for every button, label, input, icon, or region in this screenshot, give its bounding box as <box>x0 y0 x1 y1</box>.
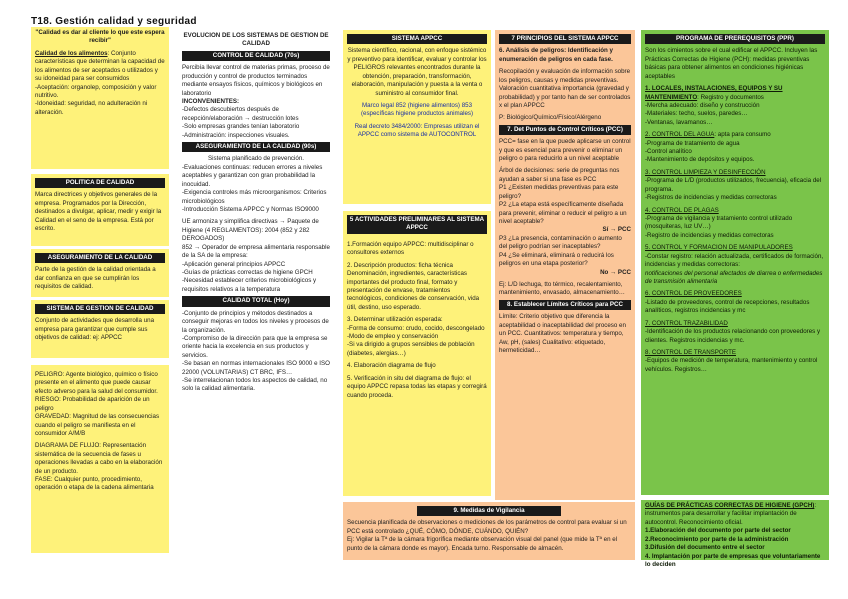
prereq-section-title: 1. LOCALES, INSTALACIONES, EQUIPOS Y SU MANTENIMIENTO: Registro y documentos <box>645 85 783 101</box>
suitability-note: -Idoneidad: seguridad, no adulteración ni alteración. <box>35 100 148 116</box>
decision-answer: No → PCC <box>600 268 631 276</box>
gpch-card <box>641 500 829 568</box>
critical-limits-text: Límite: Criterio objetivo que diferencia la aceptabilidad o inaceptabilidad del proceso en un PCC. Cuantitativos: temperatura y tiempo, Aw, pH, (sales) Cualitativo: etiquetado, hermeticidad… <box>499 313 626 354</box>
prereq-section-title: 4. CONTROL DE PLAGAS <box>645 206 719 214</box>
preliminary-activities-card <box>343 211 491 496</box>
pcc-heading: 7. Det Puntos de Control Críticos (PCC) <box>499 125 631 135</box>
quality-system-text: Conjunto de actividades que desarrolla una empresa para garantizar que cumple sus objetivos de calidad: ej: APPCC <box>35 317 155 342</box>
drawback-item: -Solo empresas grandes tenían laboratorio <box>182 123 300 131</box>
prereq-section-title: 7. CONTROL TRAZABILIDAD <box>645 319 728 327</box>
total-quality-item: -Se interrelacionan todos los aspectos de calidad, no solo la calidad alimentaria. <box>182 377 328 393</box>
quality-policy-card <box>31 174 169 246</box>
quality-assurance-text: Parte de la gestión de la calidad orientada a dar confianza en que se cumplirán los requisitos de calidad. <box>35 266 156 291</box>
vigilance-heading: 9. Medidas de Vigilancia <box>417 506 561 516</box>
preliminary-step: 5. Verificación in situ del diagrama de flujo: el equipo APPCC repasa todas las etapas y corregirá cuando proceda. <box>347 374 487 399</box>
prereq-section-title: 8. CONTROL DE TRANSPORTE <box>645 348 736 356</box>
hazard-types: P: Biológico/Químico/Físico/Alérgeno <box>499 114 602 122</box>
ue-item: -Guías de prácticas correctas de higiene GPCH <box>182 268 313 276</box>
preliminary-step: 4. Elaboración diagrama de flujo <box>347 362 436 370</box>
phase-definition: FASE: Cualquier punto, procedimiento, operación o etapa de la cadena alimentaria <box>35 476 154 492</box>
prereq-item: -Control analítico <box>645 148 692 156</box>
definitions-card <box>31 365 169 553</box>
principle-6-title: 6. Análisis de peligros: Identificación y enumeración de peligros en cada fase. <box>499 47 613 63</box>
quality-control-text: Percibía llevar control de materias primas, proceso de producción y control de productos terminados mediante ensayos físicos, químicos y biológicos en laboratorio <box>182 64 330 97</box>
critical-limits-heading: 8. Establecer Límites Críticos para PCC <box>499 300 631 310</box>
quality-system-card <box>31 300 169 358</box>
prereq-item: -Programa de tratamiento de agua <box>645 139 740 147</box>
drawbacks-label: INCONVENIENTES: <box>182 97 240 105</box>
decision-question: P2 ¿La etapa está específicamente diseñada para prevenir, eliminar o reducir el peligro a un nivel aceptable? <box>499 201 627 226</box>
prereq-section-title: 3. CONTROL LIMPIEZA Y DESINFECCIÓN <box>645 168 766 176</box>
usage-item: -Modo de empleo y conservación <box>347 333 439 341</box>
prerequisites-intro: Son los cimientos sobre el cual edificar el APPCC. Incluyen las Prácticas Correctas de Higiene (PCH): medidas preventivas básicas para obtener alimentos en condiciones higiénicas aceptables <box>645 47 818 80</box>
total-quality-item: -Compromiso de la dirección para que la empresa se oriente hacia la excelencia en sus productos y servicios. <box>182 334 328 359</box>
decision-answer: Sí → PCC <box>602 226 631 234</box>
assurance-item: -Evaluaciones continuas: reducen errores a niveles aceptables y garantizan con gran probabilidad la inocuidad. <box>182 163 323 188</box>
appcc-heading: SISTEMA APPCC <box>347 34 487 44</box>
gpch-step: 2.Reconocimiento por parte de la administración <box>645 535 789 543</box>
prereq-item: -Mercha adecuado: diseño y construcción <box>645 101 760 109</box>
ue-item: -Necesidad establecer criterios microbiológicos y requisitos relativos a la temperatura <box>182 277 317 293</box>
preliminary-step: 2. Descripción productos: ficha técnica Denominación, ingredientes, características importantes del producto final, formato y presentación de envase, tratamientos tecnológicos, condiciones de conservación, vida útil, destino, uso esperado. <box>347 261 480 311</box>
assurance-90s-heading: ASEGURAMIENTO DE LA CALIDAD (90s) <box>182 142 330 152</box>
food-quality-definition: Calidad de los alimentos: Conjunto características que determinan la capacidad de los alimentos de ser aceptados o utilizados y su idoneidad para ser consumidos <box>35 49 165 83</box>
prereq-item: -Ventanas, lavamanos… <box>645 118 713 126</box>
prereq-item: -Equipos de medición de temperatura, mantenimiento y control vehículos. Registros… <box>645 357 818 373</box>
prereq-section-title: 6. CONTROL DE PROVEEDORES <box>645 290 742 298</box>
quality-definition-card <box>31 27 169 169</box>
prereq-item: -Registro de incidencias y medidas correctoras <box>645 231 774 239</box>
quality-assurance-card <box>31 249 169 297</box>
preliminary-step: 1.Formación equipo APPCC: multidisciplinar o consultores externos <box>347 240 474 257</box>
evolution-title: EVOLUCION DE LOS SISTEMAS DE GESTION DE CALIDAD <box>183 32 329 48</box>
page-title: T18. Gestión calidad y seguridad <box>31 16 197 27</box>
assurance-item: -Introducción Sistema APPCC y Normas ISO9000 <box>182 206 319 214</box>
gpch-step: 3.Difusión del documento entre el sector <box>645 544 765 552</box>
total-quality-item: -Se basan en normas internacionales ISO 9000 e ISO 22000 (VOLUNTARIAS) CT BRC, IFS… <box>182 360 330 376</box>
quality-quote: "Calidad es dar al cliente lo que este espera recibir" <box>35 29 165 45</box>
royal-decree: Real decreto 3484/2000: Empresas utilizan el APPCC como sistema de AUTOCONTROL <box>354 122 480 139</box>
severity-definition: GRAVEDAD: Magnitud de las consecuencias cuando el peligro se manifiesta en el consumidor A/M/B <box>35 413 160 437</box>
vigilance-card <box>343 502 635 560</box>
quality-control-heading: CONTROL DE CALIDAD (70s) <box>182 51 330 61</box>
ue-item: UE armoniza y simplifica directivas → Paquete de Higiene (4 REGLAMENTOS): 2004 (852 y 282 DEROGADOS) <box>182 218 319 243</box>
pcc-definition: PCC= fase en la que puede aplicarse un control y que es esencial para prevenir o eliminar un peligro o para reducirlo a un nivel aceptable <box>499 138 631 163</box>
prereq-item: -Materiales: techo, suelos, paredes… <box>645 110 748 118</box>
total-quality-item: -Conjunto de principios y métodos destinados a conseguir mejoras en todos los niveles y procesos de la organización. <box>182 309 329 334</box>
ue-item: 852 → Operador de empresa alimentaria responsable de la SA de la empresa: <box>182 243 330 260</box>
prereq-item: -Listado de proveedores, control de recepciones, resultados analíticos, registros incidencias y mc <box>645 298 810 315</box>
decision-question: P3 ¿La presencia, contaminación o aumento del peligro podrían ser inaceptables? <box>499 234 622 251</box>
usage-item: -Forma de consumo: crudo, cocido, descongelado <box>347 324 485 332</box>
gpch-step: 4. Implantación por parte de empresas que voluntariamente lo deciden <box>645 552 821 568</box>
drawback-item: -Defectos descubiertos después de recepción/elaboración → destrucción lotes <box>182 106 299 122</box>
evolution-section <box>176 30 336 560</box>
total-quality-heading: CALIDAD TOTAL (Hoy) <box>182 296 330 306</box>
prereq-section-title: 2. CONTROL DEL AGUA: apta para consumo <box>645 131 771 139</box>
pcc-examples: Ej: L/D lechuga, tto térmico, recalentamiento, mantenimiento, envasado, almacenamiento… <box>499 280 625 297</box>
legal-framework: Marco legal 852 (higiene alimentos) 853 (específicas higiene productos animales) <box>360 101 474 118</box>
flow-diagram-definition: DIAGRAMA DE FLUJO: Representación sistemática de la secuencia de fases u operaciones llevadas a cabo en la elaboración de un producto. <box>35 442 163 475</box>
gpch-step: 1.Elaboración del documento por parte del sector <box>645 527 791 535</box>
risk-definition: RIESGO: Probabilidad de aparición de un peligro <box>35 396 150 412</box>
decision-tree: Árbol de decisiones: serie de preguntas nos ayudan a saber si una fase es PCC <box>499 167 620 183</box>
hazard-analysis-text: Recopilación y evaluación de información sobre los peligros, causas y medidas preventivas. <box>499 68 631 84</box>
prereq-item: -Constar registro: relación actualizada, certificados de formación, incidencias y medidas correctoras: <box>645 252 824 269</box>
ue-item: -Aplicación general principios APPCC <box>182 260 286 268</box>
assurance-item: -Exigencia controles más microorganismos: Criterios microbiológicos <box>182 189 327 205</box>
acceptance-note: -Aceptación: organolep, composición y valor nutritivo. <box>35 83 157 99</box>
quality-assurance-heading: ASEGURAMIENTO DE LA CALIDAD <box>35 253 165 263</box>
vigilance-text: Secuencia planificada de observaciones o mediciones de los parámetros de control para evaluar si un PCC está controlado ¿QUÉ, CÓMO, DÓNDE, CUÁNDO, QUIÉN? <box>347 519 627 535</box>
quality-policy-text: Marca directrices y objetivos generales de la empresa. Programados por la Dirección, destinados a divulgar, aplicar, medir y exigir la Calidad en el seno de la empresa. Está por escrito. <box>35 191 162 233</box>
prereq-item: -Registros de incidencias y medidas correctoras <box>645 194 777 202</box>
usage-item: -Si va dirigido a grupos sensibles de población (diabetes, alergias…) <box>347 341 475 357</box>
assurance-item: Sistema planificado de prevención. <box>208 155 304 163</box>
prerequisites-card <box>641 30 829 495</box>
prereq-section-title: 5. CONTROL Y FORMACION DE MANIPULADORES <box>645 244 793 252</box>
principles-card <box>495 30 635 500</box>
gpch-definition: GUÍAS DE PRÁCTICAS CORRECTAS DE HIGIENE (GPCH): instrumentos para desarrollar y facilitar implantación de autocontrol. Reconocimiento oficial. <box>645 502 817 526</box>
preliminary-heading: 5 ACTIVIDADES PRELIMINARES AL SISTEMA APPCC <box>347 215 487 234</box>
prereq-item: -Programa de vigilancia y tratamiento control utilizado (mosquiteras, luz UV…) <box>645 215 793 231</box>
prerequisites-heading: PROGRAMA DE PREREQUISITOS (PPR) <box>645 34 825 44</box>
principles-heading: 7 PRINCIPIOS DEL SISTEMA APPCC <box>499 34 631 44</box>
appcc-system-card <box>343 30 491 204</box>
decision-question: P1 ¿Existen medidas preventivas para este peligro? <box>499 184 619 200</box>
hazard-valuation: Valoración cuantitativa importancia (gravedad y probabilidad) y por tanto han de ser controlados x el plan APPCC <box>499 85 631 109</box>
prereq-item: -Identificación de los productos relacionando con proveedores y clientes. Registros incidencias y mc. <box>645 328 821 344</box>
danger-definition: PELIGRO: Agente biológico, químico o físico presente en el alimento que puede causar efecto adverso para la salud del consumidor. <box>35 371 158 395</box>
vigilance-example: Ej: Vigilar la Tª de la cámara frigorífica mediante observación visual del panel (que mide la Tª en el punto de la cámara donde es mayor). Encada turno. Responsable de almacén. <box>347 536 618 552</box>
quality-system-heading: SISTEMA DE GESTION DE CALIDAD <box>35 304 165 314</box>
quality-policy-heading: POLITICA DE CALIDAD <box>35 178 165 188</box>
appcc-definition: Sistema científico, racional, con enfoque sistémico y preventivo para identificar, evaluar y controlar los PELIGROS relevantes encontrados durante la obtención, preparación, transformación, elaboración, manipulación y puesta a la venta o suministro al consumidor final. <box>347 47 487 97</box>
prereq-item: -Mantenimiento de depósitos y equipos. <box>645 156 755 164</box>
prereq-item: notificaciones del personal afectados de diarrea o enfermedades de transmisión alimentaria <box>645 269 823 285</box>
preliminary-step: 3. Determinar utilización esperada: <box>347 316 443 324</box>
prereq-item: -Programa de L/D (productos utilizados, frecuencia), eficacia del programa. <box>645 177 822 193</box>
decision-question: P4 ¿Se eliminará, eliminará o reducirá los peligros en una etapa posterior? <box>499 251 614 268</box>
drawback-item: -Administración: inspecciones visuales. <box>182 131 290 139</box>
